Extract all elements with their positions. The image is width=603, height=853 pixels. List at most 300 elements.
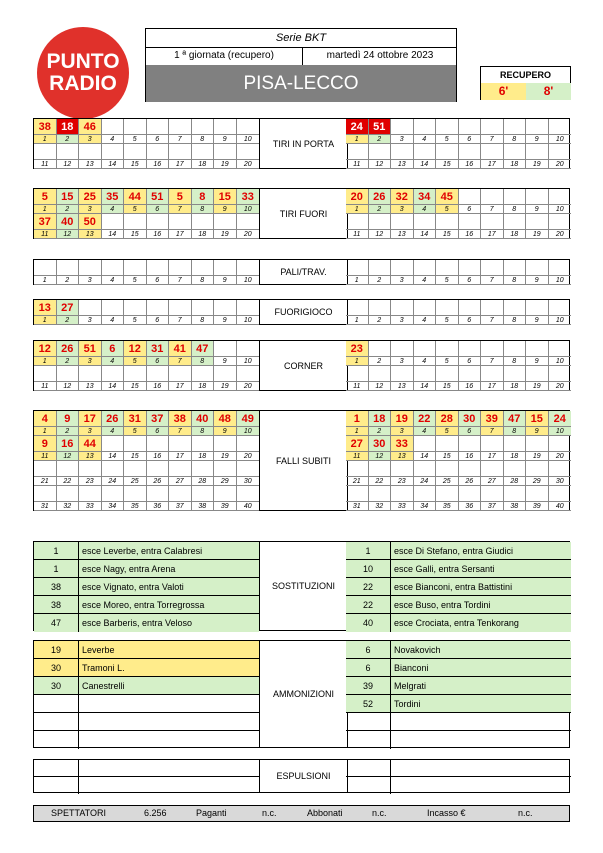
- minute-value: [102, 260, 125, 276]
- event-index: 3: [391, 357, 414, 366]
- minute-value: [124, 119, 147, 135]
- minute-value: [237, 341, 260, 357]
- event-index: 14: [414, 382, 437, 391]
- minute-value: [169, 260, 192, 276]
- event-index: 12: [369, 160, 392, 169]
- list-item: [34, 659, 259, 677]
- event-index: 3: [79, 135, 102, 144]
- event-index: 25: [436, 477, 459, 486]
- minute-value: [526, 461, 549, 477]
- minute-value: [459, 144, 482, 160]
- minute-value: 37: [34, 214, 57, 230]
- minute-value: [237, 144, 260, 160]
- ammonizioni-section: [33, 640, 570, 748]
- event-index: 5: [436, 135, 459, 144]
- section-tiri-fuori: [33, 188, 570, 239]
- minute-value: [214, 119, 237, 135]
- event-index: 8: [192, 427, 215, 436]
- event-index: 35: [124, 502, 147, 511]
- minute-value: [369, 341, 392, 357]
- event-index: 5: [124, 135, 147, 144]
- event-index: 12: [369, 382, 392, 391]
- event-index: 1: [346, 135, 369, 144]
- minute-value: [459, 189, 482, 205]
- list-item: [346, 677, 571, 695]
- event-index: 2: [57, 205, 80, 214]
- minute-value: [414, 119, 437, 135]
- minute-value: [504, 486, 527, 502]
- minute-value: [57, 486, 80, 502]
- event-index: 40: [549, 502, 572, 511]
- event-index: 3: [79, 427, 102, 436]
- abbonati-label: Abbonati: [307, 808, 343, 818]
- minute-value: [481, 486, 504, 502]
- minute-value: [549, 300, 572, 316]
- event-index: 6: [147, 427, 170, 436]
- minute-value: [214, 214, 237, 230]
- minute-value: [169, 436, 192, 452]
- event-index: 20: [237, 160, 260, 169]
- event-index: 19: [214, 230, 237, 239]
- minute-value: 37: [147, 411, 170, 427]
- event-index: 7: [481, 276, 504, 285]
- event-index: 1: [346, 276, 369, 285]
- event-index: 13: [391, 160, 414, 169]
- minute-value: [346, 144, 369, 160]
- event-index: 18: [504, 382, 527, 391]
- event-index: 32: [369, 502, 392, 511]
- minute-value: [169, 214, 192, 230]
- minute: 38: [34, 596, 79, 614]
- punto-radio-logo: [36, 26, 130, 120]
- event-index: 6: [459, 316, 482, 325]
- event-index: 4: [414, 205, 437, 214]
- minute-value: [124, 144, 147, 160]
- event-index: 7: [481, 357, 504, 366]
- event-index: 19: [526, 452, 549, 461]
- event-index: 2: [57, 316, 80, 325]
- event-index: 16: [459, 452, 482, 461]
- event-index: 16: [147, 452, 170, 461]
- event-index: 2: [369, 135, 392, 144]
- list-item: [346, 578, 571, 596]
- event-index: 2: [369, 427, 392, 436]
- event-index: 10: [549, 205, 572, 214]
- event-index: 10: [237, 135, 260, 144]
- event-index: 3: [391, 276, 414, 285]
- event-index: 7: [169, 205, 192, 214]
- minute-value: 28: [436, 411, 459, 427]
- event-index: 6: [459, 135, 482, 144]
- minute-value: 4: [34, 411, 57, 427]
- event-index: 9: [526, 427, 549, 436]
- event-index: 9: [214, 205, 237, 214]
- description: Melgrati: [394, 681, 427, 691]
- event-index: 19: [526, 160, 549, 169]
- event-index: 6: [459, 427, 482, 436]
- event-index: 2: [369, 276, 392, 285]
- minute-value: [391, 144, 414, 160]
- event-index: 4: [102, 135, 125, 144]
- event-index: 19: [214, 160, 237, 169]
- event-index: 2: [57, 357, 80, 366]
- event-index: 13: [79, 230, 102, 239]
- event-index: 14: [102, 452, 125, 461]
- minute-value: [237, 300, 260, 316]
- minute-value: 25: [79, 189, 102, 205]
- minute-value: [549, 119, 572, 135]
- minute-value: 13: [34, 300, 57, 316]
- minute-value: [549, 214, 572, 230]
- event-index: 3: [79, 205, 102, 214]
- list-item: [34, 777, 259, 794]
- event-index: 17: [481, 230, 504, 239]
- event-index: 18: [504, 452, 527, 461]
- description: esce Leverbe, entra Calabresi: [82, 546, 203, 556]
- section-label: PALI/TRAV.: [259, 260, 348, 284]
- minute-value: 5: [34, 189, 57, 205]
- match-title: PISA-LECCO: [146, 65, 456, 102]
- list-item: [346, 777, 571, 794]
- minute-value: 18: [57, 119, 80, 135]
- minute-value: [237, 260, 260, 276]
- minute-value: 20: [346, 189, 369, 205]
- minute: 30: [34, 659, 79, 677]
- event-index: 16: [459, 230, 482, 239]
- section-label: FALLI SUBITI: [259, 411, 348, 510]
- description: esce Galli, entra Sersanti: [394, 564, 495, 574]
- minute-value: [79, 366, 102, 382]
- minute-value: 15: [214, 189, 237, 205]
- match-date: martedì 24 ottobre 2023: [326, 50, 434, 61]
- minute-value: [79, 461, 102, 477]
- minute-value: [214, 144, 237, 160]
- recupero-box: [480, 66, 571, 100]
- minute-value: [391, 366, 414, 382]
- minute-value: [549, 461, 572, 477]
- minute-value: [79, 300, 102, 316]
- minute-value: [414, 144, 437, 160]
- event-index: 18: [192, 230, 215, 239]
- minute-value: [436, 214, 459, 230]
- minute-value: [369, 461, 392, 477]
- minute-value: 26: [102, 411, 125, 427]
- minute-value: [237, 461, 260, 477]
- minute-value: [147, 486, 170, 502]
- minute-value: [504, 300, 527, 316]
- minute-value: [124, 366, 147, 382]
- event-index: 8: [192, 205, 215, 214]
- event-index: 14: [414, 160, 437, 169]
- minute-value: [414, 486, 437, 502]
- minute-value: [459, 436, 482, 452]
- minute-value: [57, 366, 80, 382]
- list-item: [346, 713, 571, 731]
- event-index: 38: [504, 502, 527, 511]
- minute-value: 18: [369, 411, 392, 427]
- event-index: 3: [391, 316, 414, 325]
- event-index: 5: [436, 205, 459, 214]
- minute-value: [526, 119, 549, 135]
- event-index: 38: [192, 502, 215, 511]
- description: esce Moreo, entra Torregrossa: [82, 600, 205, 610]
- minute-value: [102, 214, 125, 230]
- minute-value: [102, 144, 125, 160]
- event-index: 30: [237, 477, 260, 486]
- espulsioni-label: ESPULSIONI: [259, 760, 348, 792]
- minute: [346, 713, 391, 731]
- minute-value: [504, 214, 527, 230]
- minute-value: [369, 366, 392, 382]
- event-index: 8: [504, 316, 527, 325]
- event-index: 17: [481, 382, 504, 391]
- minute-value: [102, 119, 125, 135]
- minute-value: [481, 119, 504, 135]
- minute-value: [192, 436, 215, 452]
- minute-value: 8: [192, 189, 215, 205]
- event-index: 8: [504, 276, 527, 285]
- event-index: 1: [34, 205, 57, 214]
- minute-value: [526, 366, 549, 382]
- event-index: 3: [391, 427, 414, 436]
- event-index: 4: [414, 135, 437, 144]
- event-index: 5: [124, 316, 147, 325]
- minute-value: [504, 119, 527, 135]
- event-index: 2: [57, 427, 80, 436]
- event-index: 15: [436, 382, 459, 391]
- minute-value: [102, 300, 125, 316]
- event-index: 15: [436, 160, 459, 169]
- minute-value: [414, 300, 437, 316]
- event-index: 24: [414, 477, 437, 486]
- description: Canestrelli: [82, 681, 125, 691]
- minute-value: [192, 461, 215, 477]
- minute-value: [192, 144, 215, 160]
- event-index: 32: [57, 502, 80, 511]
- event-index: 11: [346, 382, 369, 391]
- minute-value: [504, 341, 527, 357]
- event-index: 9: [214, 276, 237, 285]
- minute-value: 34: [414, 189, 437, 205]
- event-index: 8: [504, 357, 527, 366]
- ammonizioni-label: AMMONIZIONI: [259, 641, 348, 747]
- list-item: [346, 641, 571, 659]
- event-index: 16: [147, 160, 170, 169]
- minute-value: [526, 341, 549, 357]
- event-index: 21: [346, 477, 369, 486]
- minute-value: 33: [237, 189, 260, 205]
- event-index: 6: [147, 276, 170, 285]
- minute-value: [169, 486, 192, 502]
- event-index: 7: [481, 316, 504, 325]
- list-item: [34, 641, 259, 659]
- event-index: 11: [34, 230, 57, 239]
- event-index: 1: [34, 276, 57, 285]
- minute-value: [102, 366, 125, 382]
- recupero-second-half: 8': [526, 83, 571, 100]
- minute-value: [237, 486, 260, 502]
- minute-value: [526, 144, 549, 160]
- minute-value: [526, 436, 549, 452]
- event-index: 5: [436, 357, 459, 366]
- event-index: 31: [34, 502, 57, 511]
- minute-value: [79, 260, 102, 276]
- minute: [34, 777, 79, 794]
- description: esce Barberis, entra Veloso: [82, 618, 193, 628]
- event-index: 4: [102, 357, 125, 366]
- event-index: 17: [169, 230, 192, 239]
- event-index: 8: [504, 205, 527, 214]
- minute-value: [504, 366, 527, 382]
- minute-value: [526, 189, 549, 205]
- description: Novakovich: [394, 645, 441, 655]
- description: Tordini: [394, 699, 421, 709]
- sostituzioni-section: [33, 541, 570, 631]
- minute: 6: [346, 659, 391, 677]
- logo-line1: PUNTO: [46, 50, 120, 73]
- minute-value: 24: [549, 411, 572, 427]
- event-index: 5: [436, 427, 459, 436]
- event-index: 22: [369, 477, 392, 486]
- minute-value: [147, 260, 170, 276]
- minute-value: 9: [57, 411, 80, 427]
- minute-value: 40: [192, 411, 215, 427]
- event-index: 17: [169, 382, 192, 391]
- event-index: 6: [459, 357, 482, 366]
- event-index: 10: [549, 357, 572, 366]
- event-index: 8: [192, 135, 215, 144]
- minute-value: [124, 436, 147, 452]
- event-index: 14: [102, 160, 125, 169]
- event-index: 13: [79, 452, 102, 461]
- minute-value: 38: [169, 411, 192, 427]
- espulsioni-section: [33, 759, 570, 793]
- event-index: 10: [237, 316, 260, 325]
- minute-value: [436, 461, 459, 477]
- event-index: 11: [346, 230, 369, 239]
- event-index: 25: [124, 477, 147, 486]
- event-index: 28: [504, 477, 527, 486]
- minute-value: [346, 366, 369, 382]
- event-index: 12: [369, 230, 392, 239]
- event-index: 22: [57, 477, 80, 486]
- event-index: 6: [147, 316, 170, 325]
- minute-value: [526, 260, 549, 276]
- minute-value: [57, 260, 80, 276]
- event-index: 2: [369, 357, 392, 366]
- description: esce Di Stefano, entra Giudici: [394, 546, 514, 556]
- minute-value: 24: [346, 119, 369, 135]
- event-index: 17: [481, 160, 504, 169]
- minute-value: [459, 341, 482, 357]
- event-index: 24: [102, 477, 125, 486]
- event-index: 15: [436, 452, 459, 461]
- event-index: 12: [57, 382, 80, 391]
- minute-value: [34, 486, 57, 502]
- minute-value: 22: [414, 411, 437, 427]
- list-item: [346, 560, 571, 578]
- event-index: 19: [526, 382, 549, 391]
- minute-value: 44: [124, 189, 147, 205]
- event-index: 13: [79, 160, 102, 169]
- minute-value: 15: [57, 189, 80, 205]
- minute-value: [414, 214, 437, 230]
- event-index: 29: [526, 477, 549, 486]
- attendance-footer: [33, 805, 570, 822]
- minute-value: [192, 119, 215, 135]
- event-index: 19: [526, 230, 549, 239]
- event-index: 3: [391, 135, 414, 144]
- series-label: Serie BKT: [146, 29, 456, 48]
- minute-value: [34, 366, 57, 382]
- minute-value: 12: [124, 341, 147, 357]
- minute-value: [124, 486, 147, 502]
- event-index: 5: [124, 276, 147, 285]
- minute-value: 32: [391, 189, 414, 205]
- event-index: 23: [391, 477, 414, 486]
- minute-value: 48: [214, 411, 237, 427]
- minute-value: 49: [237, 411, 260, 427]
- event-index: 4: [414, 316, 437, 325]
- minute-value: [214, 436, 237, 452]
- minute-value: [124, 461, 147, 477]
- event-index: 14: [102, 230, 125, 239]
- event-index: 10: [237, 357, 260, 366]
- minute-value: [102, 486, 125, 502]
- minute-value: [79, 144, 102, 160]
- minute-value: [391, 214, 414, 230]
- section-label: CORNER: [259, 341, 348, 390]
- minute-value: [436, 486, 459, 502]
- minute-value: [147, 436, 170, 452]
- minute-value: [237, 214, 260, 230]
- minute-value: [369, 486, 392, 502]
- list-item: [34, 713, 259, 731]
- minute-value: 47: [504, 411, 527, 427]
- event-index: 20: [549, 160, 572, 169]
- event-index: 1: [34, 427, 57, 436]
- event-index: 4: [102, 205, 125, 214]
- event-index: 10: [237, 205, 260, 214]
- minute-value: [237, 119, 260, 135]
- event-index: 18: [504, 230, 527, 239]
- minute-value: [147, 119, 170, 135]
- minute-value: [147, 366, 170, 382]
- minute-value: [214, 341, 237, 357]
- event-index: 18: [192, 160, 215, 169]
- event-index: 12: [57, 452, 80, 461]
- minute: [346, 760, 391, 777]
- minute-value: 5: [169, 189, 192, 205]
- event-index: 21: [34, 477, 57, 486]
- minute-value: [391, 119, 414, 135]
- event-index: 1: [346, 427, 369, 436]
- event-index: 4: [102, 427, 125, 436]
- minute: 6: [346, 641, 391, 659]
- minute: 1: [34, 542, 79, 560]
- minute-value: [459, 486, 482, 502]
- event-index: 9: [214, 357, 237, 366]
- event-index: 18: [504, 160, 527, 169]
- event-index: 5: [124, 357, 147, 366]
- event-index: 15: [124, 230, 147, 239]
- minute-value: 12: [34, 341, 57, 357]
- minute-value: [192, 366, 215, 382]
- minute-value: 40: [57, 214, 80, 230]
- event-index: 16: [147, 382, 170, 391]
- spettatori-value: 6.256: [144, 808, 167, 818]
- event-index: 40: [237, 502, 260, 511]
